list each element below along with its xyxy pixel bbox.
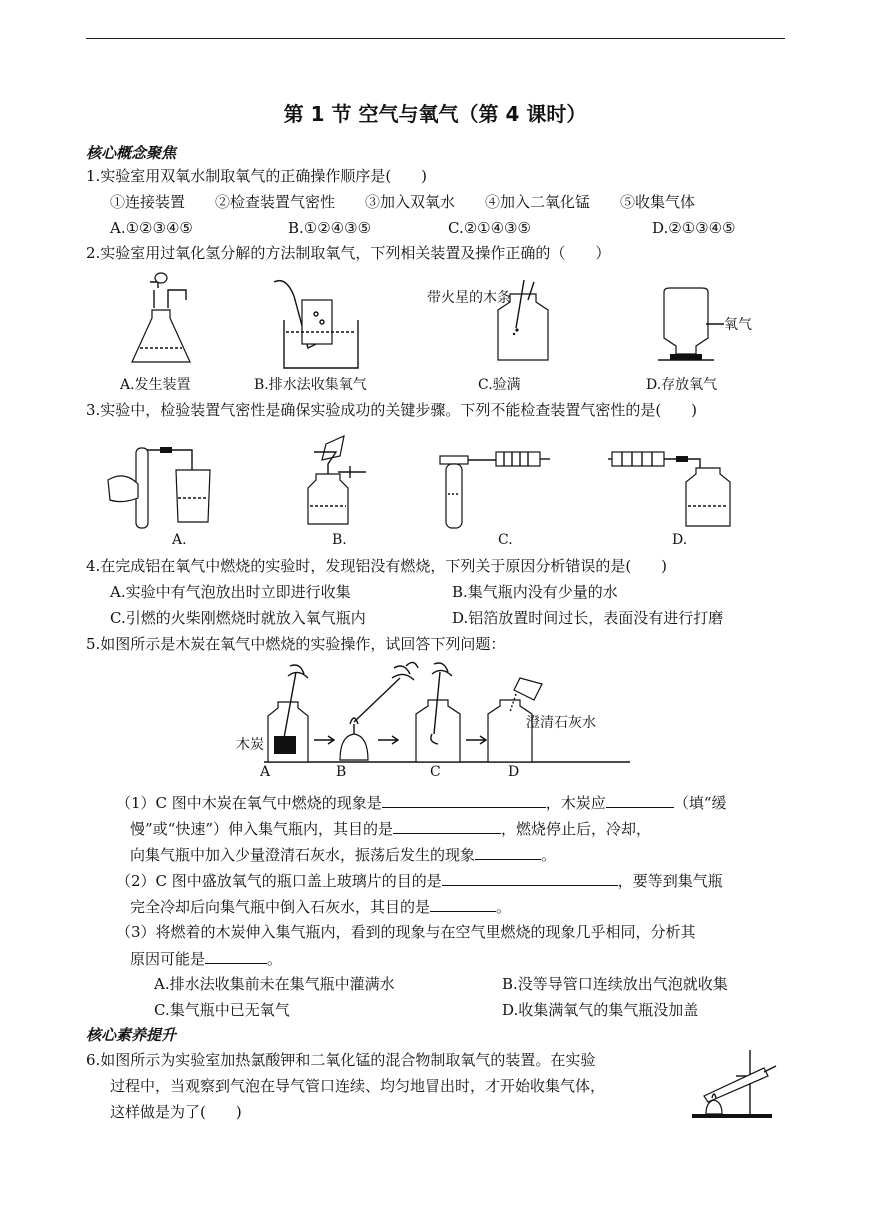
- q5-part1-blank-phenomenon[interactable]: [382, 792, 546, 808]
- q2-figure-b: [268, 276, 364, 372]
- q3-caption-b[interactable]: B.: [332, 532, 347, 548]
- q2-caption-d[interactable]: D.存放氧气: [646, 377, 718, 393]
- q6-apparatus-figure: [686, 1046, 778, 1120]
- q5-part3-line1: （3）将燃着的木炭伸入集气瓶内，看到的现象与在空气里燃烧的现象几乎相同，分析其: [116, 923, 696, 941]
- q5-part2-text-d: 。: [496, 898, 512, 916]
- q2-figure-a: [128, 270, 198, 370]
- q2-oxygen-pointer: [706, 320, 726, 326]
- q5-part1-text-d: 慢”或“快速”）伸入集气瓶内，其目的是: [130, 820, 394, 838]
- q5-part3-text-c: 。: [267, 950, 283, 968]
- q5-part1-line2: [130, 818, 651, 839]
- q5-option-b[interactable]: B.没等导管口连续放出气泡就收集: [502, 975, 728, 993]
- q3-caption-d[interactable]: D.: [672, 532, 688, 548]
- q1-option-c[interactable]: C.②①④③⑤: [448, 219, 531, 237]
- q5-figure-label-a: A: [260, 764, 271, 780]
- q3-caption-c[interactable]: C.: [498, 532, 513, 548]
- q2-caption-a[interactable]: A.发生装置: [120, 377, 191, 393]
- q1-option-b[interactable]: B.①②④③⑤: [288, 219, 372, 237]
- q6-line1: 6.如图所示为实验室加热氯酸钾和二氧化锰的混合物制取氧气的装置。在实验: [86, 1051, 596, 1069]
- page-title: 第 1 节 空气与氧气（第 4 课时）: [283, 102, 587, 126]
- q5-part2-line1: [116, 870, 723, 891]
- section-heading-improve: 核心素养提升: [86, 1026, 177, 1044]
- q5-part3-text-b: 原因可能是: [130, 950, 206, 968]
- q4-option-c[interactable]: C.引燃的火柴刚燃烧时就放入氧气瓶内: [110, 609, 366, 627]
- q5-part3-blank-reason[interactable]: [205, 948, 267, 964]
- q3-figure-c: [436, 446, 552, 530]
- q2-figure-d: [656, 288, 716, 366]
- q1-option-a[interactable]: A.①②③④⑤: [110, 219, 193, 237]
- q3-figure-d: [608, 446, 744, 528]
- q5-part2-text-a: （2）C 图中盛放氧气的瓶口盖上玻璃片的目的是: [116, 872, 442, 890]
- q2-caption-c[interactable]: C.验满: [478, 377, 521, 393]
- q5-part1-line3: [130, 844, 556, 865]
- q5-part2-blank-glass[interactable]: [442, 870, 618, 886]
- header-rule: [86, 38, 785, 39]
- q3-figure-a: [104, 440, 228, 526]
- q5-part1-text-e: ，燃烧停止后，冷却，: [501, 820, 652, 838]
- q5-option-a[interactable]: A.排水法收集前未在集气瓶中灌满水: [154, 975, 395, 993]
- q6-line2: 过程中，当观察到气泡在导气管口连续、均匀地冒出时，才开始收集气体，: [110, 1077, 606, 1095]
- q4-option-a[interactable]: A.实验中有气泡放出时立即进行收集: [110, 583, 351, 601]
- q4-option-b[interactable]: B.集气瓶内没有少量的水: [452, 583, 618, 601]
- q2-stem: 2.实验室用过氧化氢分解的方法制取氧气，下列相关装置及操作正确的（ ）: [86, 244, 611, 262]
- q4-option-d[interactable]: D.铝箔放置时间过长，表面没有进行打磨: [452, 609, 724, 627]
- q2-label-oxygen: 氧气: [724, 317, 752, 333]
- q5-part1-blank-purpose[interactable]: [393, 818, 501, 834]
- q5-part2-blank-cool[interactable]: [430, 896, 496, 912]
- q5-part1-text-b: ，木炭应: [545, 794, 606, 812]
- q5-stem: 5.如图所示是木炭在氧气中燃烧的实验操作，试回答下列问题：: [86, 635, 506, 653]
- q5-figure-label-b: B: [336, 764, 347, 780]
- q5-part2-text-c: 完全冷却后向集气瓶中倒入石灰水，其目的是: [130, 898, 431, 916]
- q5-part1-text-a: （1）C 图中木炭在氧气中燃烧的现象是: [116, 794, 382, 812]
- q2-caption-b[interactable]: B.排水法收集氧气: [254, 377, 367, 393]
- q3-stem: 3.实验中，检验装置气密性是确保实验成功的关键步骤。下列不能检查装置气密性的是( ): [86, 401, 698, 419]
- q5-figure-label-c: C: [430, 764, 441, 780]
- q3-caption-a[interactable]: A.: [172, 532, 187, 548]
- q1-steps: ①连接装置 ②检查装置气密性 ③加入双氧水 ④加入二氧化锰 ⑤收集气体: [110, 193, 696, 211]
- q5-option-c[interactable]: C.集气瓶中已无氧气: [154, 1001, 290, 1019]
- q5-label-limewater: 澄清石灰水: [526, 715, 596, 731]
- q5-label-charcoal: 木炭: [236, 737, 264, 753]
- q5-part1-line1: [116, 792, 726, 813]
- q4-stem: 4.在完成铝在氧气中燃烧的实验时，发现铝没有燃烧，下列关于原因分析错误的是( ): [86, 557, 668, 575]
- q5-part3-line2: [130, 948, 282, 969]
- q5-part2-text-b: ，要等到集气瓶: [617, 872, 723, 890]
- q5-part1-blank-speed[interactable]: [606, 792, 674, 808]
- q3-figure-b: [300, 428, 370, 526]
- q5-figure-label-d: D: [508, 764, 520, 780]
- q6-line3: 这样做是为了( ): [110, 1103, 242, 1121]
- section-heading-focus: 核心概念聚焦: [86, 144, 177, 162]
- q5-part2-line2: [130, 896, 511, 917]
- q5-part1-text-g: 。: [541, 846, 557, 864]
- q5-part1-text-f: 向集气瓶中加入少量澄清石灰水，振荡后发生的现象: [130, 846, 476, 864]
- q1-stem: 1.实验室用双氧水制取氧气的正确操作顺序是( ): [86, 167, 428, 185]
- q1-option-d[interactable]: D.②①③④⑤: [652, 219, 736, 237]
- q5-part1-blank-limewater[interactable]: [475, 844, 541, 860]
- q2-label-splint: 带火星的木条: [427, 290, 511, 306]
- q5-option-d[interactable]: D.收集满氧气的集气瓶没加盖: [502, 1001, 699, 1019]
- q5-part1-text-c: （填“缓: [673, 794, 727, 812]
